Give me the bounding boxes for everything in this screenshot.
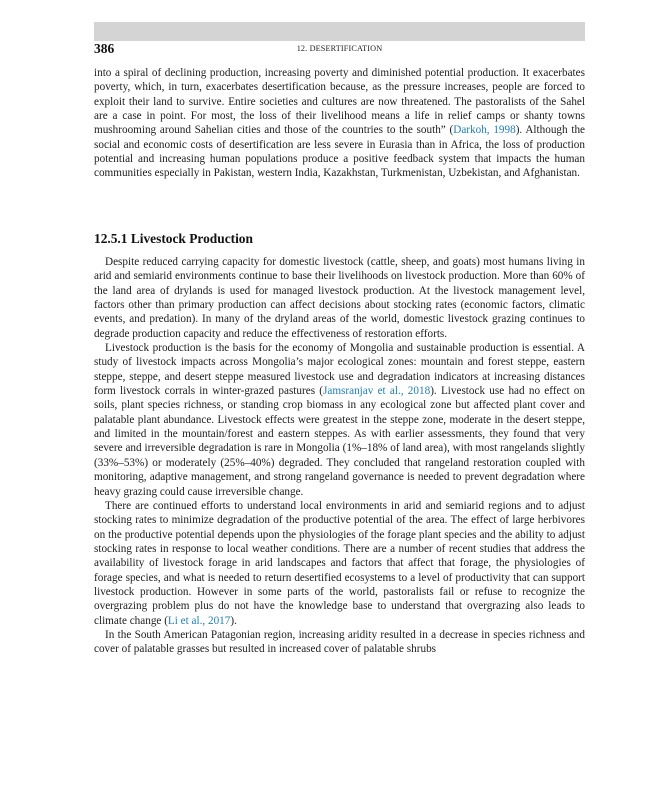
section-heading: 12.5.1 Livestock Production (94, 231, 253, 246)
paragraph: In the South American Patagonian region, increasing aridity resulted in a decrease in species richness and cover of palatable grasses but resulted in increased cover of palatable shrubs (94, 628, 585, 656)
citation-link-jamsranjav[interactable]: Jamsranjav et al., 2018 (323, 385, 431, 398)
section-body (94, 255, 585, 657)
citation-link-li[interactable]: Li et al., 2017 (167, 614, 231, 627)
header-band (94, 22, 585, 41)
paragraph: Livestock production is the basis for the economy of Mongolia and sustainable production is essential. A study of livestock impacts across Mongolia’s major ecological zones: mountain and forest steppe, eastern steppe, steppe, and desert steppe measured livestock use and degradation indicators at increasing distances form livestock corrals in winter-grazed pastures (Jamsranjav et al., 2018). Livestock use had no effect on soils, plant species richness, or standing crop biomass in any ecological zone but affected plant cover and palatable plant abundance. Livestock effects were greatest in the steppe zone, moderate in the desert steppe, and limited in the mountain/forest and eastern steppes. As with earlier assessments, they found that very severe and irreversible degradation is rare in Mongolia (1%–18% of land area), with most rangelands slightly (33%–53%) or moderately (25%–40%) degraded. They concluded that rangeland restoration coupled with monitoring, adaptive management, and strong rangeland governance is needed to prevent degradation where heavy grazing could cause irreversible change. (94, 342, 585, 498)
paragraph: Despite reduced carrying capacity for domestic livestock (cattle, sheep, and goats) most humans living in arid and semiarid environments continue to base their livelihoods on livestock production. More than 60% of the land area of drylands is used for managed livestock production. At the livestock management level, factors other than primary production can affect decisions about stocking rates (economic factors, climatic events, and predation). In many of the dryland areas of the world, domestic livestock grazing continues to degrade production capacity and reduce the effectiveness of restoration efforts. (94, 256, 585, 340)
running-head: 12. DESERTIFICATION (296, 44, 383, 53)
page-number: 386 (94, 41, 115, 56)
intro-paragraph: into a spiral of declining production, increasing poverty and diminished potential production. It exacerbates poverty, which, in turn, exacerbates desertification because, as the pressure increases, people are forced to exploit their land to survive. Entire societies and cultures are now threatened. The pastoralists of the Sahel are a case in point. For most, the loss of their livelihood means a life in relief camps or shanty towns mushrooming around Sahelian cities and those of the countries to the south” (Darkoh, 1998). Although the social and economic costs of desertification are less severe in Eurasia than in Africa, the loss of production potential and increasing human populations produce a positive feedback system that impacts the human communities especially in Pakistan, western India, Kazakhstan, Turkmenistan, Uzbekistan, and Afghanistan. (94, 67, 586, 180)
citation-link-darkoh[interactable]: Darkoh, 1998 (453, 124, 516, 137)
paragraph: There are continued efforts to understand local environments in arid and semiarid regions and to adjust stocking rates to minimize degradation of the productive potential of the area. The effect of large herbivores on the productive potential depends upon the physiologies of the forage plant species and the ability to adjust stocking rates in response to local weather conditions. There are a number of recent studies that address the availability of livestock forage in arid landscapes and factors that affect that forage, the physiologies of forage species, and what is needed to return desertified ecosystems to a level of productivity that can support livestock production. However in some parts of the world, pastoralists fail or refuse to recognize the overgrazing problem plus do not have the knowledge base to understand that overgrazing also leads to climate change (Li et al., 2017). (94, 499, 585, 627)
page-header (94, 41, 585, 57)
intro-text (94, 66, 585, 181)
